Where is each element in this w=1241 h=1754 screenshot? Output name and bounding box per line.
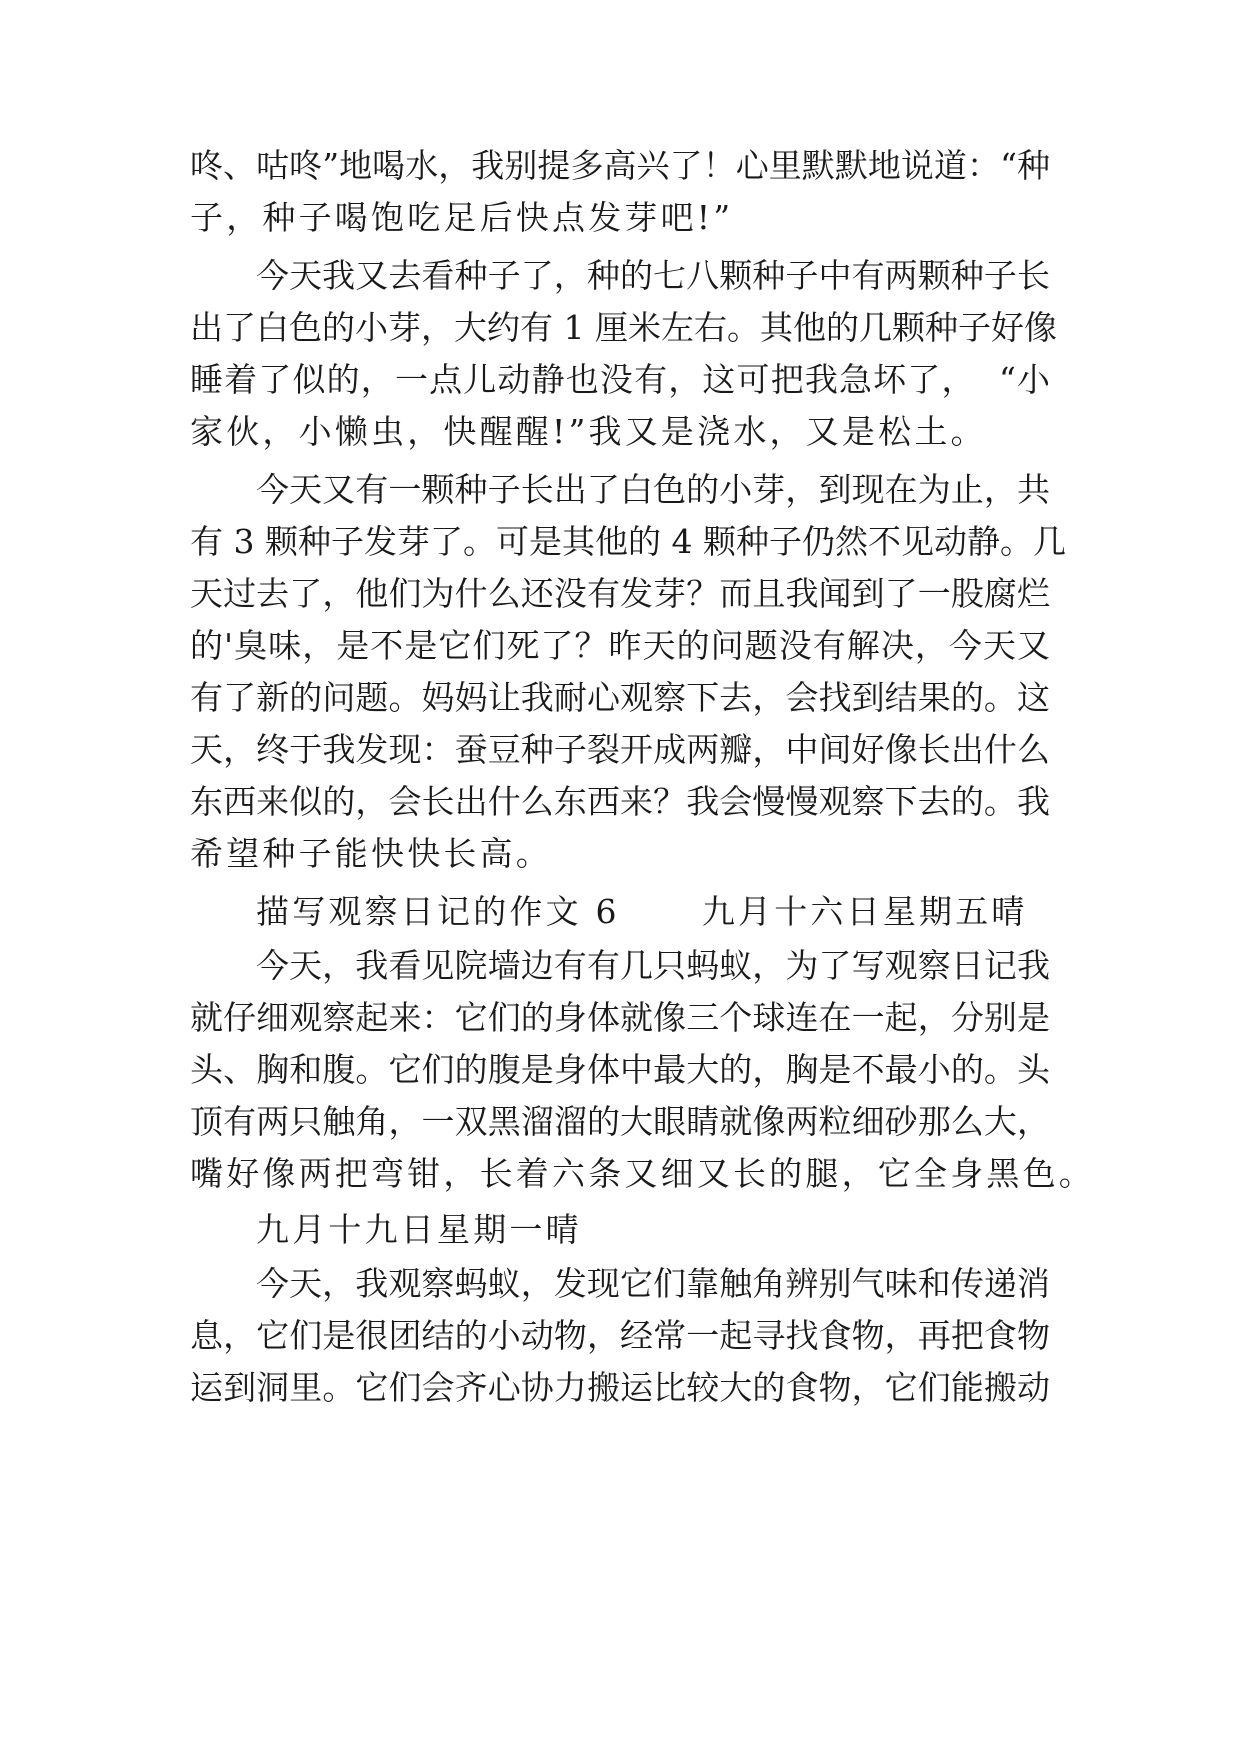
text-line: 的'臭味，是不是它们死了？昨天的问题没有解决，今天又 [190, 626, 1050, 665]
text-line: 息，它们是很团结的小动物，经常一起寻找食物，再把食物 [190, 1316, 1050, 1355]
text-line: 天过去了，他们为什么还没有发芽？而且我闻到了一股腐烂 [190, 574, 1050, 613]
text-line: 嘴好像两把弯钳，长着六条又细又长的腿，它全身黑色。 [190, 1154, 1095, 1193]
date-heading: 九月十九日星期一晴 [256, 1210, 582, 1249]
text-line: 东西来似的，会长出什么东西来？我会慢慢观察下去的。我 [190, 782, 1050, 821]
text-line: 运到洞里。它们会齐心协力搬运比较大的食物，它们能搬动 [190, 1368, 1050, 1407]
text-line: 头、胸和腹。它们的腹是身体中最大的，胸是不最小的。头 [190, 1050, 1050, 1089]
text-line: 就仔细观察起来：它们的身体就像三个球连在一起，分别是 [190, 998, 1050, 1037]
text-line: 有 3 颗种子发芽了。可是其他的 4 颗种子仍然不见动静。几 [190, 522, 1066, 561]
text-line: 今天又有一颗种子长出了白色的小芽，到现在为止，共 [256, 470, 1050, 509]
text-line: 今天，我看见院墙边有有几只蚂蚁，为了写观察日记我 [256, 946, 1050, 985]
text-line: 今天，我观察蚂蚁，发现它们靠触角辨别气味和传递消 [256, 1264, 1050, 1303]
text-line: 睡着了似的，一点儿动静也没有，这可把我急坏了， “小 [190, 360, 1050, 399]
text-line: 咚、咕咚”地喝水，我别提多高兴了！心里默默地说道：“种 [190, 146, 1050, 185]
text-line: 天，终于我发现：蚕豆种子裂开成两瓣，中间好像长出什么 [190, 730, 1050, 769]
section-heading: 描写观察日记的作文 6 九月十六日星期五晴 [256, 892, 1028, 931]
text-line: 顶有两只触角，一双黑溜溜的大眼睛就像两粒细砂那么大， [190, 1102, 1050, 1141]
text-line: 希望种子能快快长高。 [190, 834, 552, 873]
text-line: 有了新的问题。妈妈让我耐心观察下去，会找到结果的。这 [190, 678, 1050, 717]
text-line: 子，种子喝饱吃足后快点发芽吧!” [190, 198, 734, 237]
text-line: 出了白色的小芽，大约有 1 厘米左右。其他的几颗种子好像 [190, 308, 1057, 347]
text-line: 家伙，小懒虫，快醒醒!”我又是浇水，又是松土。 [190, 412, 987, 451]
text-line: 今天我又去看种子了，种的七八颗种子中有两颗种子长 [256, 256, 1050, 295]
